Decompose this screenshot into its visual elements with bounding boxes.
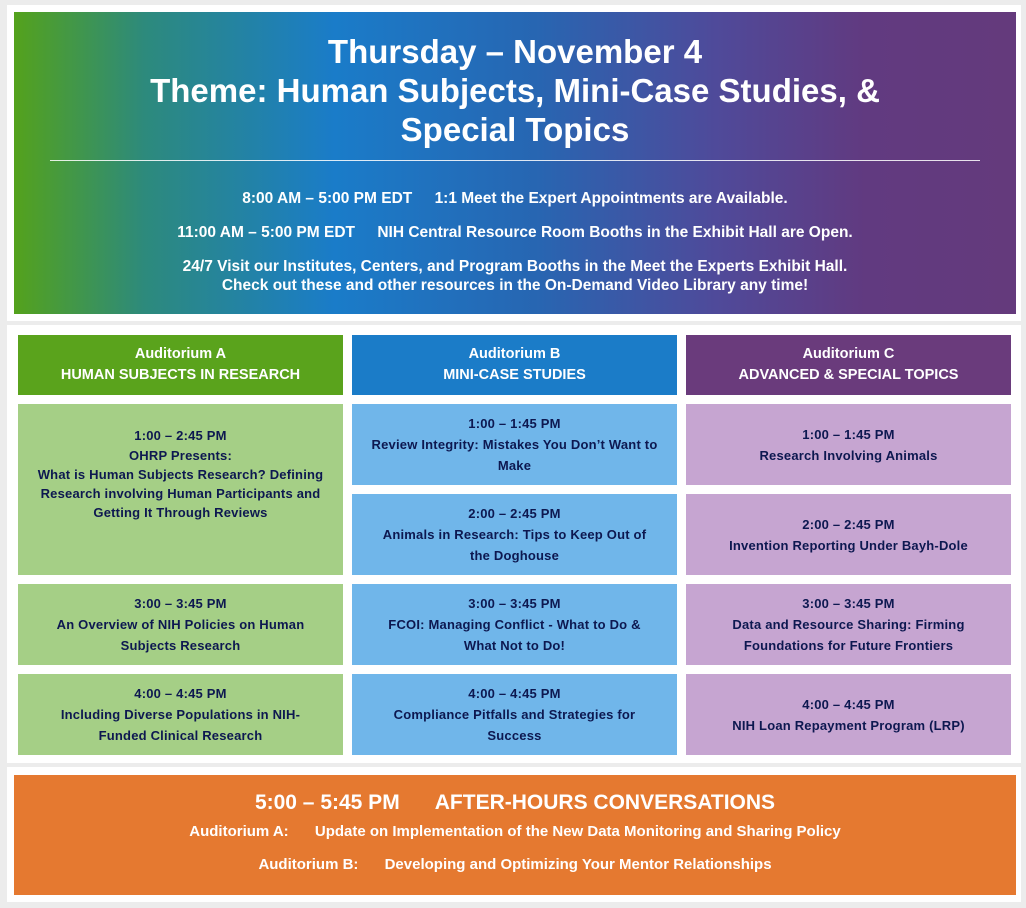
session-card xyxy=(352,404,677,485)
day-title-theme: Theme: Human Subjects, Mini-Case Studies, & xyxy=(150,72,880,109)
auditorium-name: Auditorium A xyxy=(134,346,227,362)
auditorium-track: ADVANCED & SPECIAL TOPICS xyxy=(738,367,959,383)
session-title-line: NIH Loan Repayment Program (LRP) xyxy=(732,717,965,733)
session-time: 3:00 – 3:45 PM xyxy=(468,596,561,611)
session-card xyxy=(352,494,677,575)
session-title-line: Research involving Human Participants and xyxy=(40,486,321,501)
session-title-line: Including Diverse Populations in NIH- xyxy=(60,707,301,722)
line-text: 1:1 Meet the Expert Appointments are Available. xyxy=(434,190,788,207)
session-card xyxy=(18,404,343,575)
after-hours-item xyxy=(14,856,1016,873)
auditorium-name: Auditorium C xyxy=(802,346,895,362)
session-title-line: Review Integrity: Mistakes You Don’t Want to xyxy=(371,437,658,452)
day-title-theme-cont: Special Topics xyxy=(400,111,630,148)
session-card xyxy=(18,674,343,755)
day-header xyxy=(14,12,1016,314)
session-title-line: An Overview of NIH Policies on Human xyxy=(56,617,305,632)
auditorium-name: Auditorium B xyxy=(468,346,561,362)
session-time: 1:00 – 1:45 PM xyxy=(802,426,895,442)
session-time: 3:00 – 3:45 PM xyxy=(134,596,227,611)
after-hours-auditorium: Auditorium B: xyxy=(258,856,359,873)
session-time: 1:00 – 1:45 PM xyxy=(468,416,561,431)
session-card xyxy=(686,584,1011,665)
booths-note: 24/7 Visit our Institutes, Centers, and Program Booths in the Meet the Experts Exhibit Hall. xyxy=(182,258,848,275)
header-divider xyxy=(50,160,980,161)
session-card xyxy=(686,674,1011,755)
auditorium-track: HUMAN SUBJECTS IN RESEARCH xyxy=(60,367,301,383)
line-text: NIH Central Resource Room Booths in the Exhibit Hall are Open. xyxy=(377,224,853,241)
after-hours-time: 5:00 – 5:45 PM xyxy=(254,791,400,814)
session-time: 4:00 – 4:45 PM xyxy=(134,686,227,701)
session-title-line: Foundations for Future Frontiers xyxy=(743,638,954,653)
session-card xyxy=(352,674,677,755)
session-card xyxy=(18,584,343,665)
line-time: 11:00 AM – 5:00 PM EDT xyxy=(177,224,355,241)
session-time: 1:00 – 2:45 PM xyxy=(134,428,227,443)
session-title-line: Getting It Through Reviews xyxy=(93,505,268,520)
session-title-line: What is Human Subjects Research? Defining xyxy=(37,467,324,482)
session-title-line: Success xyxy=(487,728,542,743)
session-time: 3:00 – 3:45 PM xyxy=(802,596,895,611)
auditorium-a-header xyxy=(18,335,343,395)
session-title-line: OHRP Presents: xyxy=(129,448,232,463)
after-hours-banner xyxy=(14,775,1016,895)
session-time: 4:00 – 4:45 PM xyxy=(802,696,895,712)
session-title-line: Invention Reporting Under Bayh-Dole xyxy=(729,537,968,553)
day-title xyxy=(14,32,1016,149)
after-hours-topic: Developing and Optimizing Your Mentor Relationships xyxy=(384,856,772,873)
after-hours-topic: Update on Implementation of the New Data Monitoring and Sharing Policy xyxy=(314,823,841,840)
auditorium-c-header xyxy=(686,335,1011,395)
session-title-line: Subjects Research xyxy=(120,638,241,653)
session-time: 4:00 – 4:45 PM xyxy=(468,686,561,701)
session-title-line: Animals in Research: Tips to Keep Out of xyxy=(382,527,647,542)
session-card xyxy=(352,584,677,665)
session-title-line: Make xyxy=(497,458,532,473)
auditorium-track: MINI-CASE STUDIES xyxy=(443,367,586,383)
auditorium-b-header xyxy=(352,335,677,395)
session-card xyxy=(686,404,1011,485)
after-hours-auditorium: Auditorium A: xyxy=(189,823,289,840)
session-time: 2:00 – 2:45 PM xyxy=(468,506,561,521)
session-title-line: Funded Clinical Research xyxy=(98,728,263,743)
day-title-date: Thursday – November 4 xyxy=(327,33,703,70)
video-library-note: Check out these and other resources in the On-Demand Video Library any time! xyxy=(221,277,809,294)
session-title-line: the Doghouse xyxy=(469,548,560,563)
expert-appointments-line xyxy=(14,190,1016,208)
after-hours-title xyxy=(14,791,1016,815)
session-title-line: Data and Resource Sharing: Firming xyxy=(732,617,965,632)
session-card xyxy=(686,494,1011,575)
resource-room-line xyxy=(14,224,1016,242)
session-title-line: Compliance Pitfalls and Strategies for xyxy=(393,707,636,722)
session-title-line: Research Involving Animals xyxy=(759,447,938,463)
session-time: 2:00 – 2:45 PM xyxy=(802,516,895,532)
after-hours-heading: AFTER-HOURS CONVERSATIONS xyxy=(434,791,776,814)
after-hours-item xyxy=(14,823,1016,840)
session-title-line: What Not to Do! xyxy=(463,638,566,653)
line-time: 8:00 AM – 5:00 PM EDT xyxy=(242,190,413,207)
session-title-line: FCOI: Managing Conflict - What to Do & xyxy=(388,617,641,632)
